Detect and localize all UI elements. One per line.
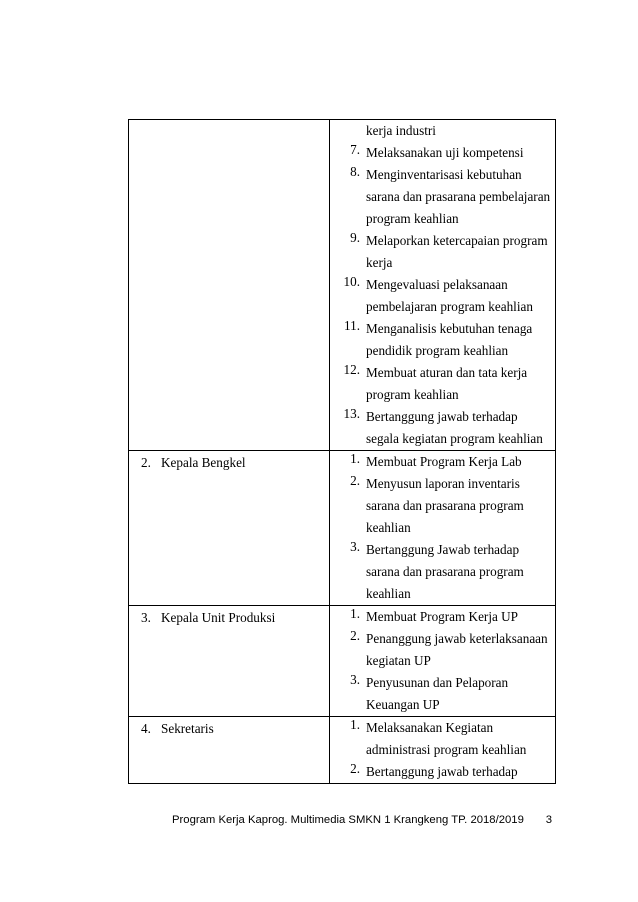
task-text: [366, 164, 553, 230]
task-text: [366, 539, 553, 605]
task-number: 11.: [344, 318, 360, 333]
task-number: 10.: [343, 274, 360, 289]
tasks-cell: [330, 717, 556, 784]
task-line: Bertanggung jawab terhadap: [366, 764, 518, 779]
task-line: Membuat aturan dan tata kerja: [366, 365, 528, 380]
list-item: [330, 473, 553, 539]
task-line: Mengevaluasi pelaksanaan: [366, 277, 508, 292]
list-item: [330, 406, 553, 450]
task-line: program keahlian: [366, 211, 459, 226]
role-label: [129, 717, 329, 740]
task-line: kerja: [366, 255, 393, 270]
list-item: [330, 362, 553, 406]
tasks-cell: [330, 451, 556, 606]
page-number: 3: [545, 814, 552, 826]
task-line: pembelajaran program keahlian: [366, 299, 533, 314]
table-row: [129, 120, 556, 451]
footer-text: Program Kerja Kaprog. Multimedia SMKN 1 Krangkeng TP. 2018/2019: [172, 814, 524, 826]
task-line: Bertanggung Jawab terhadap: [366, 542, 520, 557]
list-item: [330, 230, 553, 274]
role-cell: [129, 606, 330, 717]
task-line: pendidik program keahlian: [366, 343, 509, 358]
task-number: 2.: [350, 473, 360, 488]
task-number: 3.: [350, 672, 360, 687]
task-line: Melaporkan ketercapaian program: [366, 233, 548, 248]
tasks-cell: [330, 120, 556, 451]
task-line: sarana dan prasarana pembelajaran: [366, 189, 551, 204]
task-line: Melaksanakan uji kompetensi: [366, 145, 524, 160]
task-text: [366, 473, 553, 539]
task-line: Penanggung jawab keterlaksanaan: [366, 631, 548, 646]
list-item: [330, 717, 553, 761]
list-item: [330, 318, 553, 362]
task-text: [366, 672, 553, 716]
task-line: segala kegiatan program keahlian: [366, 431, 543, 446]
task-line: administrasi program keahlian: [366, 742, 527, 757]
task-number: 1.: [350, 717, 360, 732]
task-text: [366, 274, 553, 318]
task-text: [366, 362, 553, 406]
task-text: [366, 717, 553, 761]
task-list: [330, 451, 555, 605]
list-item: [330, 274, 553, 318]
task-line: Menyusun laporan inventaris: [366, 476, 520, 491]
task-list: [330, 717, 555, 783]
role-number: 2.: [141, 455, 151, 470]
list-item: [330, 164, 553, 230]
role-cell: [129, 120, 330, 451]
task-text: [366, 318, 553, 362]
page-footer: [172, 814, 552, 826]
task-line: Menginventarisasi kebutuhan: [366, 167, 522, 182]
task-text: [366, 451, 553, 473]
task-line: kegiatan UP: [366, 653, 431, 668]
table-row: [129, 451, 556, 606]
list-item: [330, 761, 553, 783]
task-line: Melaksanakan Kegiatan: [366, 720, 494, 735]
task-line: kerja industri: [366, 123, 436, 138]
task-line: Membuat Program Kerja Lab: [366, 454, 522, 469]
role-number: 3.: [141, 610, 151, 625]
task-number: 3.: [350, 539, 360, 554]
task-line: Menganalisis kebutuhan tenaga: [366, 321, 533, 336]
task-number: 12.: [343, 362, 360, 377]
list-item: [330, 672, 553, 716]
task-line: Penyusunan dan Pelaporan: [366, 675, 509, 690]
task-number: 7.: [350, 142, 360, 157]
task-number: 2.: [350, 628, 360, 643]
role-name: Sekretaris: [161, 721, 214, 736]
task-number: 1.: [350, 606, 360, 621]
task-text: [366, 628, 553, 672]
task-line: keahlian: [366, 520, 411, 535]
tasks-cell: [330, 606, 556, 717]
job-description-table: [128, 119, 556, 784]
task-text: [366, 230, 553, 274]
role-number: 4.: [141, 721, 151, 736]
task-text: [366, 406, 553, 450]
task-line: Membuat Program Kerja UP: [366, 609, 518, 624]
task-text: [366, 120, 553, 142]
table-row: [129, 717, 556, 784]
task-list: [330, 606, 555, 716]
list-item: [330, 628, 553, 672]
task-line: keahlian: [366, 586, 411, 601]
task-number: 1.: [350, 451, 360, 466]
list-item: [330, 120, 553, 142]
role-label: [129, 451, 329, 474]
task-number: 13.: [343, 406, 360, 421]
task-line: Bertanggung jawab terhadap: [366, 409, 518, 424]
role-cell: [129, 451, 330, 606]
role-name: Kepala Unit Produksi: [161, 610, 276, 625]
task-line: sarana dan prasarana program: [366, 564, 524, 579]
task-line: Keuangan UP: [366, 697, 440, 712]
role-cell: [129, 717, 330, 784]
task-text: [366, 142, 553, 164]
list-item: [330, 142, 553, 164]
role-label: [129, 120, 329, 143]
task-line: program keahlian: [366, 387, 459, 402]
task-line: sarana dan prasarana program: [366, 498, 524, 513]
list-item: [330, 606, 553, 628]
role-label: [129, 606, 329, 629]
list-item: [330, 451, 553, 473]
table-row: [129, 606, 556, 717]
task-list: [330, 120, 555, 450]
task-text: [366, 761, 553, 783]
task-number: 9.: [350, 230, 360, 245]
task-text: [366, 606, 553, 628]
task-number: 2.: [350, 761, 360, 776]
task-number: 8.: [350, 164, 360, 179]
role-name: Kepala Bengkel: [161, 455, 246, 470]
list-item: [330, 539, 553, 605]
task-number: [330, 120, 366, 142]
